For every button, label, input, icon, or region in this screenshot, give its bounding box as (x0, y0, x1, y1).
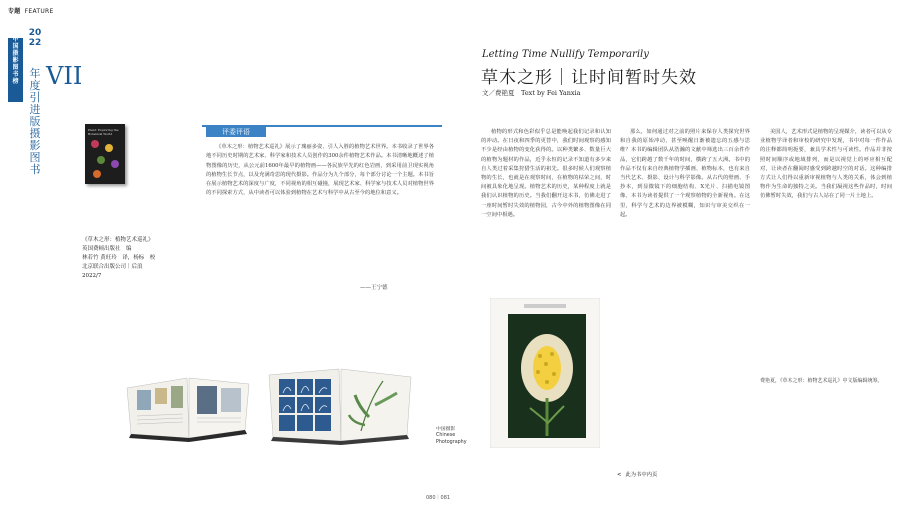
article-column-3: 美国人，艺术形式是植物的呈现媒介，读者可以从专业植物学译者和审校的研究中发现，书中对每一件作品的注释都简明扼要，兼具学术性与可读性。作品并非按照时间顺序或地域排列，而是以视觉上的呼应相互配对，让读者在翻阅时感受到跨越时空的对话。这种编排方式让人们得以重新审视植物与人类的关系，体会到植物作为生命的独特之美。当我们凝视这些作品时，时间仿佛暂时失效，我们与古人站在了同一片土地上。 (760, 129, 892, 200)
book-origin: 英国费顿出版社 编 (82, 246, 132, 252)
flower-decoration (93, 170, 101, 178)
sidebar-badge: 中国摄影图书榜 (12, 36, 19, 85)
sidebar-title: 年度引进版摄影图书 (29, 67, 41, 176)
book-translators: 林若竹 黄旺玲 译，杨标 校 (82, 255, 156, 261)
book-cover (85, 124, 125, 184)
caption-line-2: Chinese (436, 433, 456, 439)
article-column-1: 植物的形式和色彩似乎总是能唤起我们记录和认知的冲动。在日夜和四季的更替中，我们时间观察的感知不少是经由植物的变化获得的。以种类繁多、数量巨大的植物为题材的作品，近乎永恒的记录不知道有多少来自人类过着采集狩猎生活的祖先。很多时候人们观察植物的生长，也就是在观察时间，在植物的枯荣之间，时间被具象化地呈现。植物艺术的历史，某种程度上就是我们认识植物的历史。当我们翻开这本书，仿佛走进了一座时间暂时失效的植物园，古今中外的植物图像在同一空间中相遇。 (481, 129, 611, 218)
caret-left-icon: < (617, 472, 622, 478)
review-signature: ——王宁德 (360, 285, 388, 291)
inner-page-photo (490, 298, 600, 448)
page-header (8, 6, 54, 15)
article-author: 文／费艳夏 Text by Fei Yanxia (482, 89, 581, 97)
article-title-zh: 草木之形｜让时间暂时失效 (481, 68, 697, 88)
book-date: 2022/7 (82, 273, 102, 279)
article-title-en: Letting Time Nullify Temporarily (482, 49, 649, 60)
flower-decoration (91, 140, 99, 148)
inner-photo-caption-text: 此为书中内页 (625, 472, 658, 478)
book-cover-title: Plant: Exploring the Botanical World (88, 128, 119, 136)
review-body: 《草木之形：植物艺术巡礼》展示了瑰丽多姿、引人入胜的植物艺术世界。本书收录了世界各地不同历史时期的艺术家、科学家和技术人员创作的300余件植物艺术作品。本书清晰地概述了植物图像的历史，从公元前1600年最早的植物画——各民族早先的红色岩画，到采用前卫现实视角的植物生长节点，以及充满奇思的现代摄影。作品分为九个部分，每个部分讨论一个主题。本书旨在展示植物艺术的深度与广度，不同视角的相互碰撞，展现艺术家、科学家与技术人员对植物世界的不同探索方式，从中读者可以体验到植物在艺术与科学中从古至今的地位和意义。 (206, 144, 434, 197)
page-numbers: 080｜081 (426, 495, 451, 501)
open-book-photo-2 (265, 365, 415, 445)
section-label: 专题 (8, 8, 21, 15)
caption-line-1: 中国摄影 (436, 427, 456, 432)
author-footnote: 费艳夏，《草木之形：植物艺术巡礼》中文版编辑统筹。 (760, 378, 883, 384)
book-title: 《草木之形：植物艺术巡礼》 (82, 237, 154, 243)
flower-decoration (97, 156, 105, 164)
open-book-photo-1 (125, 368, 253, 442)
flower-decoration (105, 144, 113, 152)
article-column-2: 那么，如何通过对之前的照片来保存人类探究世界和自我的原始冲动，甚至唤醒日渐被遗忘的五感与思维？本书的编辑团队从浩瀚的文献中筛选出三百余件作品，它们跨越了数千年的时间，横跨了五大洲。书中的作品不仅有来自经典植物学插画、植物标本，也有来自当代艺术、摄影、设计与科学影像。从古代的壁画、手抄本，到显微镜下的细胞结构、X光片、扫描电镜图像，本书为读者提供了一个观察植物的全新视角。在这里，科学与艺术的边界被模糊，知识与审美交织在一起。 (620, 129, 750, 218)
flower-decoration (111, 160, 119, 168)
magazine-caption (436, 427, 467, 446)
sidebar-year: 2022 (28, 28, 42, 48)
sidebar-roman: VII (46, 62, 83, 90)
review-label: 评委评语 (206, 127, 266, 137)
caption-line-3: Photography (436, 439, 467, 445)
section-english-label: FEATURE (24, 8, 54, 15)
book-info (82, 236, 202, 281)
inner-photo-caption (617, 470, 657, 478)
book-publisher: 北京联合出版公司｜后浪 (82, 264, 143, 270)
